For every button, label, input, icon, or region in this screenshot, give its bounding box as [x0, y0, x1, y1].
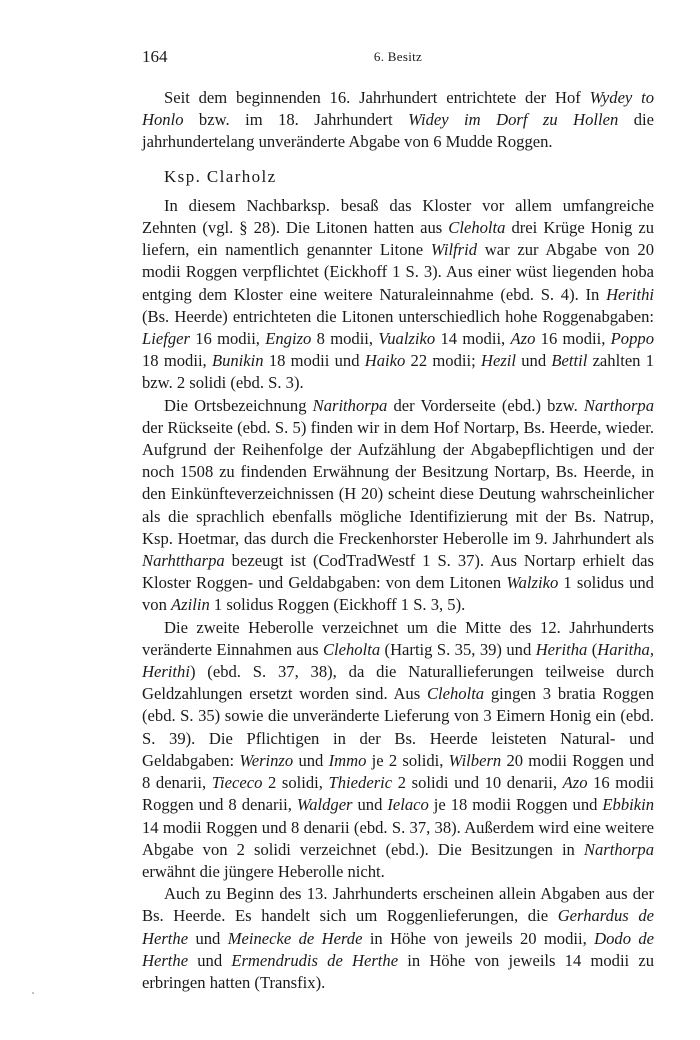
- italic-term: Wilbern: [448, 750, 502, 770]
- italic-term: Engizo: [265, 329, 312, 349]
- text-run: 1 solidus und von: [142, 573, 654, 615]
- italic-term: Werinzo: [239, 750, 294, 770]
- text-run: drei Krüge Honig zu liefern, ein namentlich genannter Litone: [142, 218, 654, 260]
- italic-term: Narhttharpa: [142, 551, 225, 571]
- text-run: je 2 solidi,: [366, 750, 449, 770]
- italic-term: Azilin: [171, 595, 210, 615]
- text-run: die jahrhundertelang unveränderte Abgabe von 6 Mudde Roggen.: [142, 110, 655, 152]
- text-run: 16 modii Roggen und 8 denarii,: [142, 773, 654, 815]
- intro-paragraph: [142, 87, 654, 154]
- text-run: ) (ebd. S. 37, 38), da die Naturallieferungen teilweise durch Geldzahlungen ersetzt worden sind. Aus: [142, 662, 654, 704]
- italic-term: Meinecke de Herde: [227, 928, 363, 948]
- text-run: 14 modii Roggen und 8 denarii (ebd. S. 37, 38). Außerdem wird eine weitere Abgabe von 2 solidi verzeichnet (ebd.). Die Besitzungen in: [142, 817, 654, 859]
- text-run: (: [587, 639, 598, 659]
- text-run: Seit dem beginnenden 16. Jahrhundert entrichtete der Hof: [164, 88, 590, 107]
- italic-term: Immo: [328, 750, 367, 770]
- text-run: Die zweite Heberolle verzeichnet um die Mitte des 12. Jahrhunderts veränderte Einnahmen aus: [142, 617, 654, 659]
- margin-dot: [32, 992, 34, 994]
- text-run: In diesem Nachbarksp. besaß das Kloster vor allem umfangreiche Zehnten (vgl. § 28). Die Litonen hatten aus: [142, 195, 654, 238]
- text-run: 14 modii,: [435, 329, 511, 349]
- italic-term: Dodo de Herthe: [142, 928, 655, 970]
- text-run: der Rückseite (ebd. S. 5) finden wir in dem Hof Nortarp, Bs. Heerde, wieder. Aufgrund der Reihenfolge der Aufzählung der Abgabepflichtigen und der noch 1508 zu findenden Erwähnung der Besitzung Nortarp, Bs. Heerde, in den Einkünfteverzeichnissen (H 20) scheint diese Deutung wahrscheinlicher als die sprachlich ebenfalls mögliche Identifizierung mit der Bs. Natrup, Ksp. Hoetmar, das durch die Freckenhorster Heberolle im 9. Jahrhundert als: [142, 417, 654, 548]
- italic-term: Narithorpa: [312, 395, 388, 415]
- text-body: [142, 87, 654, 994]
- italic-term: Wilfrid: [430, 240, 478, 260]
- text-run: und: [516, 351, 552, 371]
- italic-term: Narthorpa: [583, 395, 654, 415]
- text-run: in Höhe von jeweils 20 modii,: [362, 928, 595, 948]
- running-head: 6. Besitz: [373, 49, 423, 64]
- section-heading: Ksp. Clarholz: [164, 166, 277, 186]
- italic-term: Liefger: [142, 329, 190, 349]
- text-run: bzw. im 18. Jahrhundert: [183, 110, 409, 130]
- italic-term: Walziko: [506, 573, 559, 593]
- page-number: 164: [142, 47, 168, 66]
- italic-term: Cleholta: [448, 218, 506, 238]
- italic-term: Gerhardus de Herthe: [142, 906, 654, 948]
- italic-term: Widey im Dorf zu Hollen: [408, 110, 619, 130]
- italic-term: Narthorpa: [583, 839, 654, 859]
- text-run: je 18 modii Roggen und: [428, 795, 603, 815]
- italic-term: Waldger: [296, 795, 353, 815]
- italic-term: Thiederic: [328, 773, 393, 793]
- italic-term: Cleholta: [426, 684, 485, 704]
- italic-term: Ielaco: [387, 795, 429, 815]
- italic-term: Ermendrudis de Herthe: [231, 950, 399, 970]
- text-run: 1 solidus Roggen (Eickhoff 1 S. 3, 5).: [209, 595, 466, 615]
- text-run: und: [188, 928, 228, 948]
- text-run: erwähnt die jüngere Heberolle nicht.: [142, 861, 385, 881]
- italic-term: Bunikin: [211, 351, 264, 371]
- italic-term: Wydey to Honlo: [142, 88, 655, 130]
- text-run: und: [352, 795, 388, 815]
- text-run: in Höhe von jeweils 14 modii zu erbringen hatten (Transfix).: [142, 950, 654, 992]
- italic-term: Azo: [510, 329, 536, 349]
- paragraph-narithorpa: [142, 395, 654, 617]
- text-run: (Bs. Heerde) entrichteten die Litonen unterschiedlich hohe Roggenabgaben:: [142, 306, 654, 326]
- text-run: 16 modii,: [535, 329, 611, 349]
- text-run: 18 modii,: [142, 351, 212, 371]
- italic-term: Herithi: [606, 284, 654, 304]
- text-run: Die Ortsbezeichnung: [164, 395, 313, 415]
- text-run: 2 solidi und 10 denarii,: [392, 773, 563, 793]
- text-run: 8 modii,: [311, 329, 379, 349]
- text-run: Auch zu Beginn des 13. Jahrhunderts erscheinen allein Abgaben aus der Bs. Heerde. Es handelt sich um Roggenlieferungen, die: [142, 884, 654, 926]
- text-run: 16 modii,: [189, 329, 266, 349]
- text-run: (Hartig S. 35, 39) und: [380, 639, 536, 659]
- text-run: der Vorderseite (ebd.) bzw.: [387, 395, 584, 415]
- italic-term: Haritha, Herithi: [142, 639, 654, 682]
- italic-term: Ebbikin: [602, 795, 655, 815]
- paragraph-zehnten: [142, 195, 654, 395]
- italic-term: Hezil: [480, 351, 516, 371]
- text-run: zahlten 1 bzw. 2 solidi (ebd. S. 3).: [142, 351, 655, 393]
- text-run: bezeugt ist (CodTradWestf 1 S. 37). Aus Nortarp erhielt das Kloster Roggen- und Geldabgaben: von dem Litonen: [142, 551, 654, 593]
- text-run: 22 modii;: [405, 351, 481, 371]
- text-run: 18 modii und: [263, 351, 365, 371]
- page-header: [142, 47, 654, 71]
- italic-term: Tiececo: [211, 773, 263, 793]
- italic-term: Vualziko: [378, 329, 436, 349]
- italic-term: Heritha: [535, 639, 588, 659]
- italic-term: Cleholta: [322, 639, 381, 659]
- text-run: gingen 3 bratia Roggen (ebd. S. 35) sowie die unveränderte Lieferung von 3 Eimern Honig ein (ebd. S. 39). Die Pflichtigen in der Bs. Heerde leisteten Natural- und Geldabgaben:: [142, 684, 655, 770]
- text-run: und: [188, 950, 232, 970]
- text-run: 2 solidi,: [262, 773, 329, 793]
- text-run: und: [293, 750, 329, 770]
- italic-term: Haiko: [364, 351, 406, 371]
- italic-term: Bettil: [551, 351, 588, 371]
- italic-term: Poppo: [610, 329, 654, 349]
- paragraph-heberolle: [142, 617, 654, 883]
- italic-term: Azo: [562, 773, 588, 793]
- text-run: 20 modii Roggen und 8 denarii,: [142, 750, 654, 793]
- paragraph-13-jahrhundert: [142, 883, 654, 994]
- text-run: war zur Abgabe von 20 modii Roggen verpflichtet (Eickhoff 1 S. 3). Aus einer wüst liegenden hoba entging dem Kloster eine weitere Naturaleinnahme (ebd. S. 4). In: [142, 240, 655, 304]
